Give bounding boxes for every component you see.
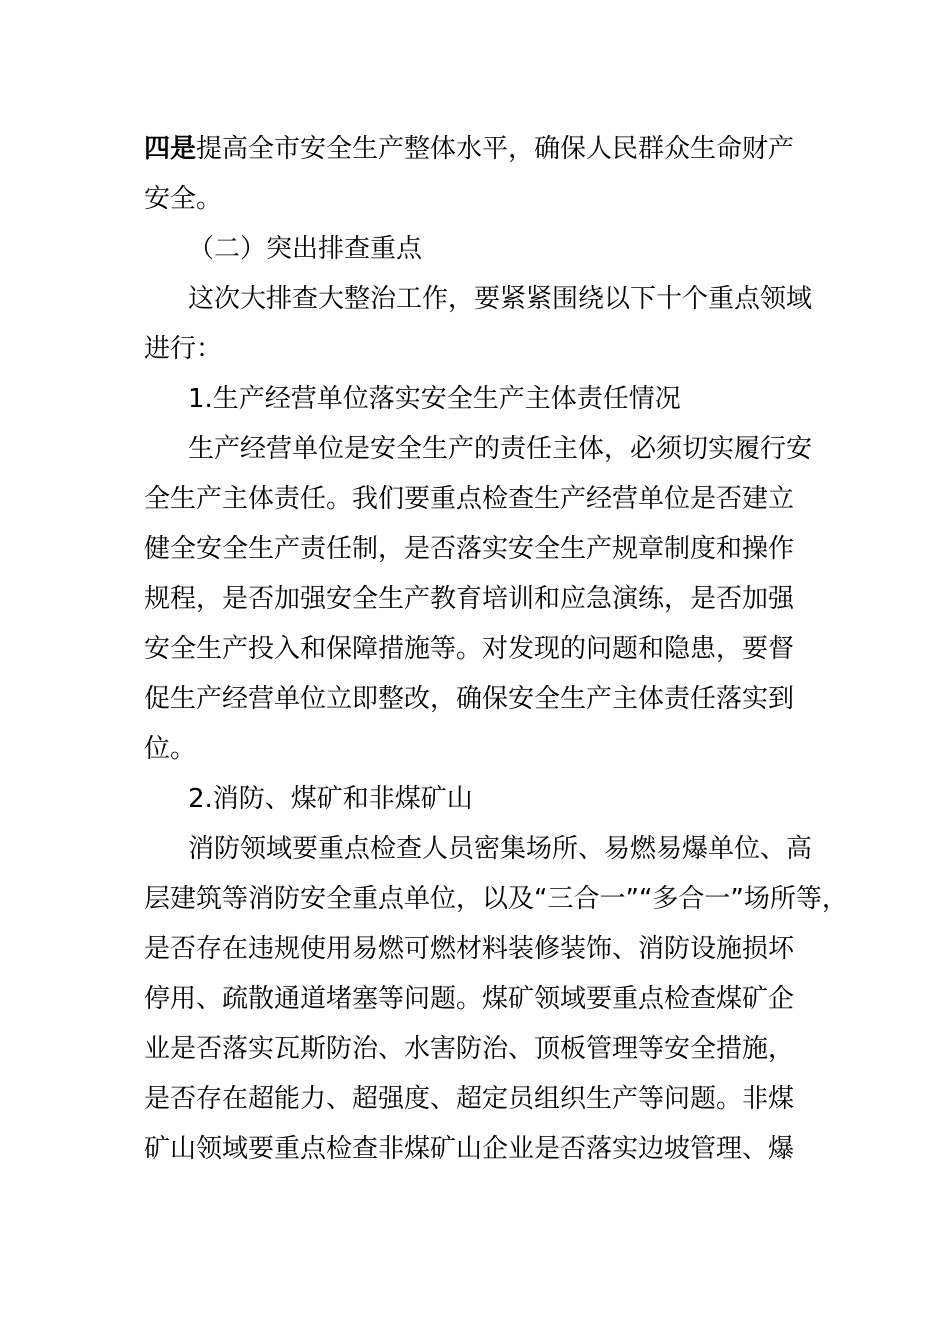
paragraph-line: 全生产主体责任。我们要重点检查生产经营单位是否建立: [144, 484, 795, 514]
emphasis-text: 四是: [144, 134, 197, 164]
subsection-heading: 2.消防、煤矿和非煤矿山: [188, 784, 473, 814]
paragraph-line: 停用、疏散通道堵塞等问题。煤矿领域要重点检查煤矿企: [144, 984, 795, 1014]
paragraph-line: 安全。: [144, 184, 223, 214]
paragraph-line: 进行：: [144, 334, 223, 364]
subsection-heading: 1.生产经营单位落实安全生产主体责任情况: [188, 384, 681, 414]
paragraph-line: 矿山领域要重点检查非煤矿山企业是否落实边坡管理、爆: [144, 1134, 795, 1164]
paragraph-line: 安全生产投入和保障措施等。对发现的问题和隐患，要督: [144, 634, 795, 664]
paragraph-line: 是否存在超能力、超强度、超定员组织生产等问题。非煤: [144, 1084, 795, 1114]
paragraph-line: [144, 124, 824, 174]
paragraph-line: 这次大排查大整治工作，要紧紧围绕以下十个重点领域: [188, 284, 813, 314]
paragraph-line: 层建筑等消防安全重点单位，以及“三合一”“多合一”场所等，: [144, 884, 848, 914]
paragraph-line: 健全安全生产责任制，是否落实安全生产规章制度和操作: [144, 534, 795, 564]
paragraph-line: 促生产经营单位立即整改，确保安全生产主体责任落实到: [144, 684, 795, 714]
paragraph-line: 规程，是否加强安全生产教育培训和应急演练，是否加强: [144, 584, 795, 614]
line-text: 提高全市安全生产整体水平，确保人民群众生命财产: [196, 134, 795, 164]
section-heading: （二）突出排查重点: [188, 234, 423, 264]
paragraph-line: 消防领域要重点检查人员密集场所、易燃易爆单位、高: [188, 834, 813, 864]
paragraph-line: 业是否落实瓦斯防治、水害防治、顶板管理等安全措施，: [144, 1034, 795, 1064]
paragraph-line: 生产经营单位是安全生产的责任主体，必须切实履行安: [188, 434, 813, 464]
document-body: [144, 124, 848, 1174]
paragraph-line: 位。: [144, 734, 197, 764]
paragraph-line: 是否存在违规使用易燃可燃材料装修装饰、消防设施损坏: [144, 934, 795, 964]
